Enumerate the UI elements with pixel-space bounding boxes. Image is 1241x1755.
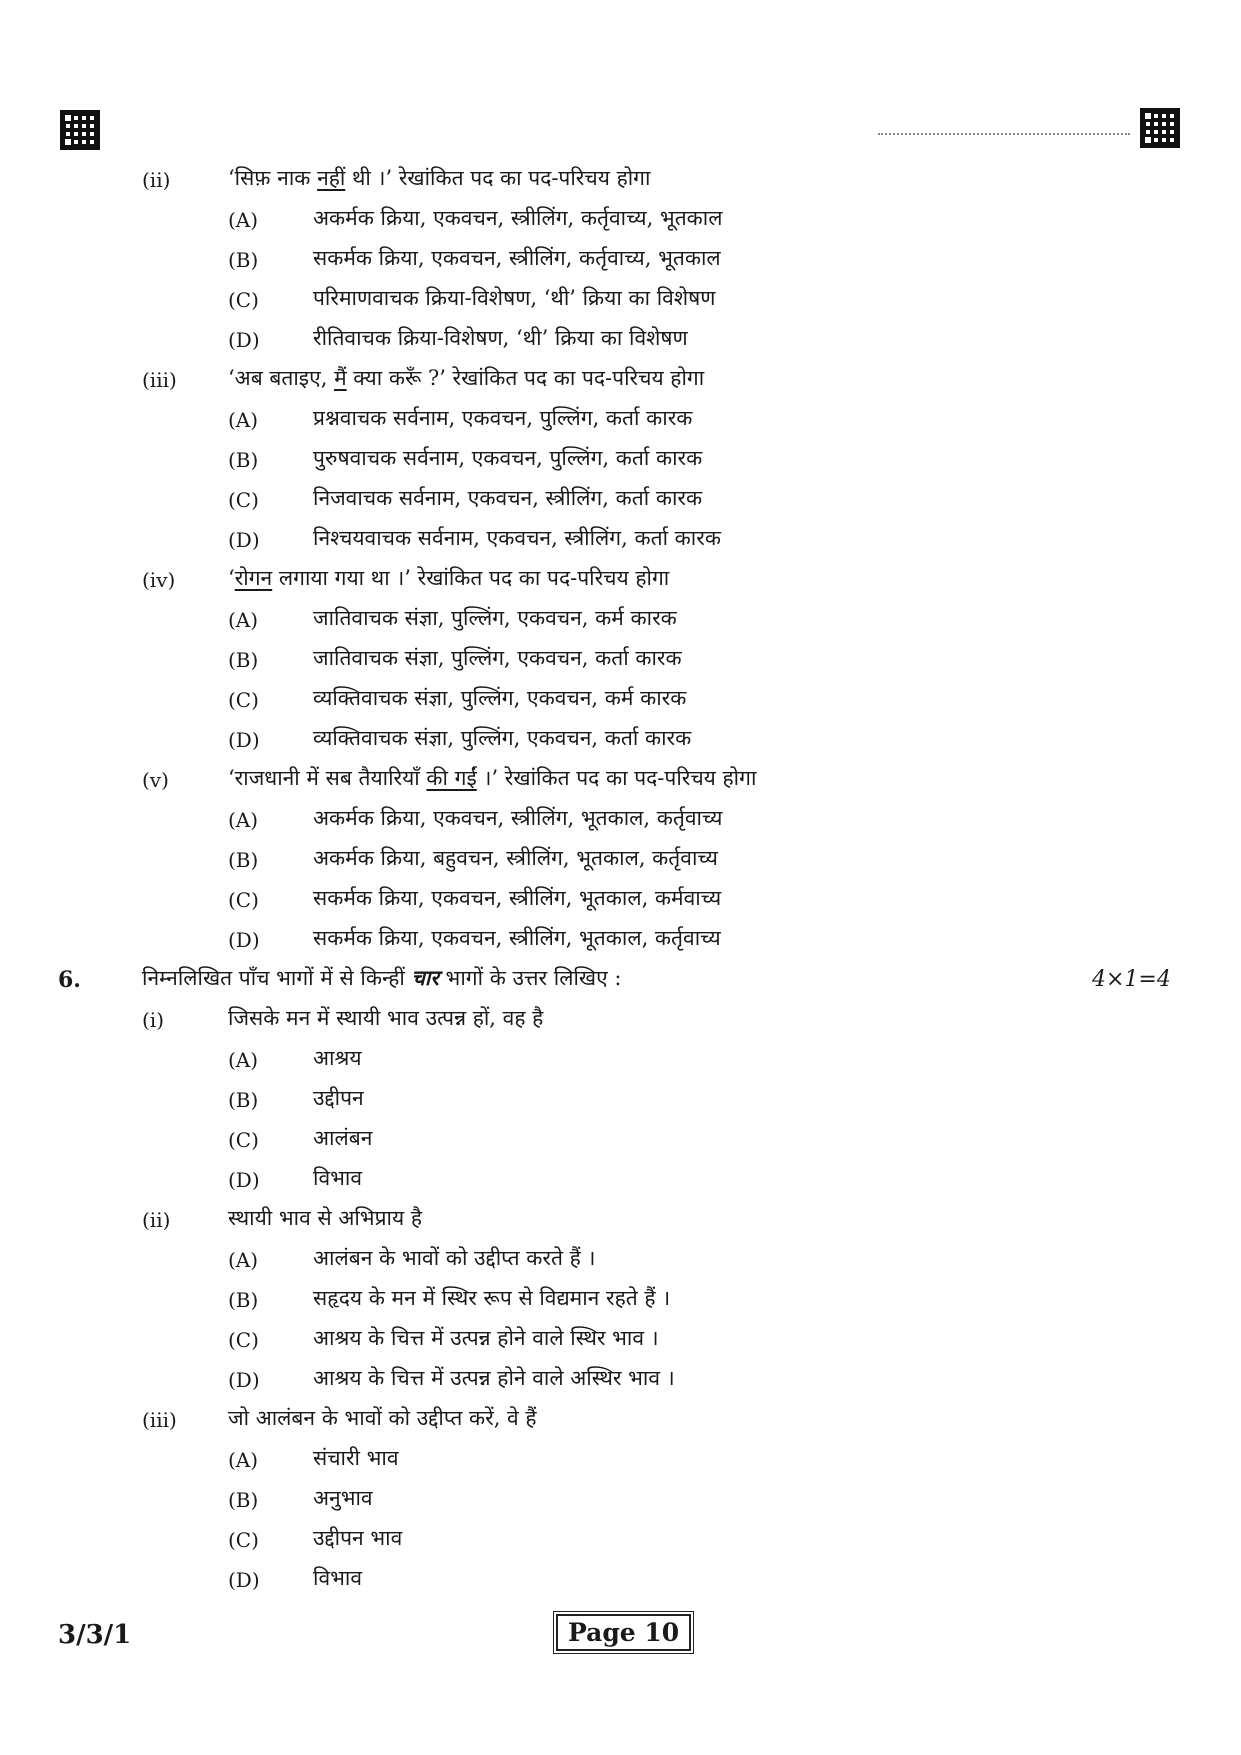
option-label: (D) [228, 1568, 260, 1592]
option-text: पुरुषवाचक सर्वनाम, एकवचन, पुल्लिंग, कर्ता कारक [313, 446, 703, 470]
option-text: जातिवाचक संज्ञा, पुल्लिंग, एकवचन, कर्म कारक [313, 606, 677, 630]
option-label: (A) [228, 1248, 259, 1272]
underlined-word: की गईं [426, 766, 477, 790]
option-label: (B) [228, 648, 259, 672]
option-label: (D) [228, 1368, 260, 1392]
option-label: (B) [228, 1288, 259, 1312]
q6-part-ii-stem: स्थायी भाव से अभिप्राय है [228, 1206, 422, 1230]
option-label: (C) [228, 1128, 259, 1152]
option-text: अकर्मक क्रिया, एकवचन, स्त्रीलिंग, भूतकाल, कर्तृवाच्य [313, 806, 723, 830]
q5-part-v-number: (v) [142, 768, 169, 792]
option-label: (D) [228, 528, 260, 552]
q5-part-iv-stem: ‘रोगन लगाया गया था ।’ रेखांकित पद का पद-परिचय होगा [228, 566, 670, 590]
option-label: (C) [228, 488, 259, 512]
header-dotted-line [878, 133, 1130, 135]
option-text: अकर्मक क्रिया, एकवचन, स्त्रीलिंग, कर्तृवाच्य, भूतकाल [313, 206, 723, 230]
option-text: व्यक्तिवाचक संज्ञा, पुल्लिंग, एकवचन, कर्म कारक [313, 686, 687, 710]
option-label: (C) [228, 888, 259, 912]
question-6-instruction: निम्नलिखित पाँच भागों में से किन्हीं चार भागों के उत्तर लिखिए : [142, 965, 622, 990]
option-label: (B) [228, 1488, 259, 1512]
option-label: (A) [228, 208, 259, 232]
underlined-word: रोगन [234, 566, 273, 590]
option-text: उद्दीपन भाव [313, 1526, 403, 1550]
option-text: सकर्मक क्रिया, एकवचन, स्त्रीलिंग, कर्तृवाच्य, भूतकाल [313, 246, 721, 270]
question-6-marks: 4×1=4 [1092, 967, 1171, 992]
option-text: रीतिवाचक क्रिया-विशेषण, ‘थी’ क्रिया का विशेषण [313, 326, 688, 350]
option-label: (C) [228, 1328, 259, 1352]
option-text: सकर्मक क्रिया, एकवचन, स्त्रीलिंग, भूतकाल, कर्तृवाच्य [313, 926, 721, 950]
q5-part-v-stem: ‘राजधानी में सब तैयारियाँ की गईं ।’ रेखांकित पद का पद-परिचय होगा [228, 766, 757, 790]
underlined-word: नहीं [317, 166, 346, 190]
option-label: (D) [228, 728, 260, 752]
q5-part-ii-stem: ‘सिफ़ नाक नहीं थी ।’ रेखांकित पद का पद-परिचय होगा [228, 166, 651, 190]
q5-part-ii-number: (ii) [142, 168, 171, 192]
q6-part-ii-number: (ii) [142, 1208, 171, 1232]
option-label: (B) [228, 848, 259, 872]
option-text: सकर्मक क्रिया, एकवचन, स्त्रीलिंग, भूतकाल, कर्मवाच्य [313, 886, 722, 910]
option-text: अनुभाव [313, 1486, 373, 1510]
option-text: आश्रय [313, 1046, 362, 1070]
option-text: विभाव [313, 1566, 362, 1590]
option-text: व्यक्तिवाचक संज्ञा, पुल्लिंग, एकवचन, कर्ता कारक [313, 726, 692, 750]
q6-part-i-number: (i) [142, 1008, 165, 1032]
option-label: (C) [228, 1528, 259, 1552]
option-text: निजवाचक सर्वनाम, एकवचन, स्त्रीलिंग, कर्ता कारक [313, 486, 703, 510]
option-label: (A) [228, 608, 259, 632]
option-label: (B) [228, 1088, 259, 1112]
option-text: आश्रय के चित्त में उत्पन्न होने वाले अस्थिर भाव । [313, 1366, 675, 1390]
option-label: (C) [228, 288, 259, 312]
q6-part-i-stem: जिसके मन में स्थायी भाव उत्पन्न हों, वह है [228, 1006, 544, 1030]
q6-part-iii-number: (iii) [142, 1408, 177, 1432]
option-label: (A) [228, 408, 259, 432]
option-text: आलंबन के भावों को उद्दीप्त करते हैं । [313, 1246, 596, 1270]
option-label: (D) [228, 328, 260, 352]
option-text: अकर्मक क्रिया, बहुवचन, स्त्रीलिंग, भूतकाल, कर्तृवाच्य [313, 846, 718, 870]
option-label: (A) [228, 808, 259, 832]
underlined-word: मैं [334, 366, 347, 390]
option-text: उद्दीपन [313, 1086, 364, 1110]
option-text: आश्रय के चित्त में उत्पन्न होने वाले स्थिर भाव । [313, 1326, 659, 1350]
q6-part-iii-stem: जो आलंबन के भावों को उद्दीप्त करें, वे हैं [228, 1406, 537, 1430]
option-label: (B) [228, 448, 259, 472]
option-label: (D) [228, 928, 260, 952]
option-text: परिमाणवाचक क्रिया-विशेषण, ‘थी’ क्रिया का विशेषण [313, 286, 716, 310]
page-number: Page 10 [556, 1614, 691, 1651]
qr-code-left-icon [60, 110, 100, 150]
option-label: (A) [228, 1048, 259, 1072]
option-text: संचारी भाव [313, 1446, 399, 1470]
q5-part-iii-number: (iii) [142, 368, 177, 392]
option-label: (C) [228, 688, 259, 712]
option-text: आलंबन [313, 1126, 373, 1150]
option-label: (D) [228, 1168, 260, 1192]
option-text: विभाव [313, 1166, 362, 1190]
question-6-number: 6. [58, 967, 81, 993]
option-text: जातिवाचक संज्ञा, पुल्लिंग, एकवचन, कर्ता कारक [313, 646, 682, 670]
qr-code-right-icon [1140, 108, 1180, 148]
emphasis-word: चार [411, 965, 439, 990]
q5-part-iii-stem: ‘अब बताइए, मैं क्या करूँ ?’ रेखांकित पद का पद-परिचय होगा [228, 366, 705, 390]
option-text: प्रश्नवाचक सर्वनाम, एकवचन, पुल्लिंग, कर्ता कारक [313, 406, 693, 430]
q5-part-iv-number: (iv) [142, 568, 176, 592]
paper-code: 3/3/1 [58, 1620, 132, 1650]
option-text: सहृदय के मन में स्थिर रूप से विद्यमान रहते हैं । [313, 1286, 671, 1310]
option-label: (B) [228, 248, 259, 272]
option-label: (A) [228, 1448, 259, 1472]
option-text: निश्चयवाचक सर्वनाम, एकवचन, स्त्रीलिंग, कर्ता कारक [313, 526, 721, 550]
